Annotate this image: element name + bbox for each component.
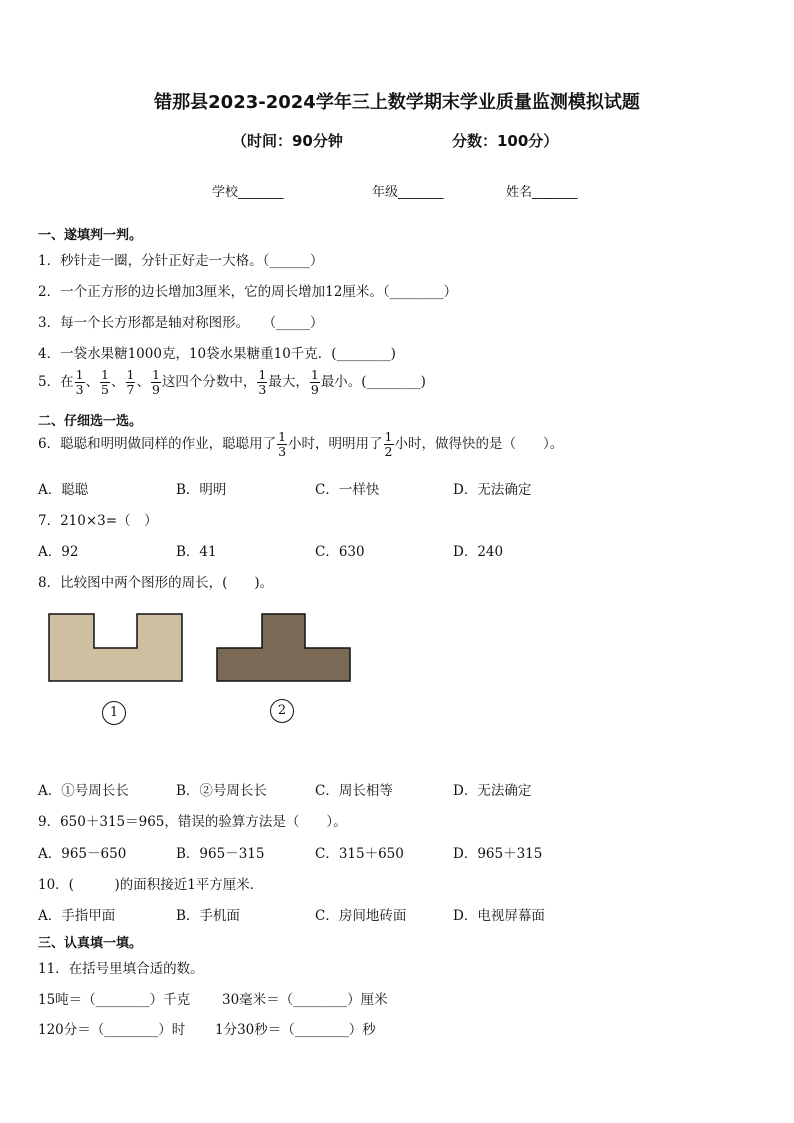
q11-blank-3: 120分＝（________）时 xyxy=(38,1022,186,1038)
shape-1-figure xyxy=(48,613,184,683)
fraction-1-3: $\frac{1}{3}$ xyxy=(75,367,84,397)
question-1: 1．秒针走一圈，分针正好走一大格。（______） xyxy=(38,253,324,269)
q9-option-a: A．965－650 xyxy=(38,846,127,862)
q10-option-d: D．电视屏幕面 xyxy=(453,908,545,924)
exam-time: （时间：90分钟 xyxy=(232,132,343,150)
fraction-1-5: $\frac{1}{5}$ xyxy=(101,367,109,397)
q11-blank-2: 30毫米＝（________）厘米 xyxy=(222,992,388,1008)
shape-1-label: 1 xyxy=(102,701,126,725)
q8-option-a: A．①号周长长 xyxy=(38,783,129,799)
q6-option-a: A．聪聪 xyxy=(38,482,89,498)
q6-option-c: C．一样快 xyxy=(315,482,380,498)
q10-option-b: B．手机面 xyxy=(176,908,240,924)
fraction-1-3-q6: $\frac{1}{3}$ xyxy=(278,429,287,459)
fraction-1-9: $\frac{1}{9}$ xyxy=(151,367,160,397)
q5-mid: 这四个分数中， xyxy=(161,374,257,390)
question-7: 7．210×3=（ ） xyxy=(38,513,158,529)
fraction-1-9-small: $\frac{1}{9}$ xyxy=(310,367,319,397)
q10-option-c: C．房间地砖面 xyxy=(315,908,407,924)
fraction-1-2-q6: $\frac{1}{2}$ xyxy=(384,429,393,459)
school-field: 学校_______ xyxy=(212,185,284,200)
fraction-1-3-big: $\frac{1}{3}$ xyxy=(258,367,267,397)
fraction-1-7: $\frac{1}{7}$ xyxy=(126,367,135,397)
question-6: 6．聪聪和明明做同样的作业，聪聪用了 $\frac{1}{3}$ 小时，明明用了 $\frac{1}{2}$ 小时，做得快的是（ ）。 xyxy=(38,429,564,459)
q5-prefix: 5．在 xyxy=(38,374,74,390)
q9-option-c: C．315＋650 xyxy=(315,846,404,862)
question-4: 4．一袋水果糖1000克，10袋水果糖重10千克．(________) xyxy=(38,346,396,362)
question-2: 2．一个正方形的边长增加3厘米，它的周长增加12厘米。（________） xyxy=(38,284,458,300)
question-11: 11．在括号里填合适的数。 xyxy=(38,961,204,977)
question-5: 5．在 $\frac{1}{3}$ 、 $\frac{1}{5}$ 、 $\frac{1}{7}$ 、 $\frac{1}{9}$ 这四个分数中， $\frac{1}{3}$ 最大， $\frac{1}{9}$ 最小。(________) xyxy=(38,367,426,397)
question-9: 9．650＋315＝965，错误的验算方法是（ ）。 xyxy=(38,814,347,830)
q9-option-d: D．965＋315 xyxy=(453,846,543,862)
shape-2-figure xyxy=(216,613,352,683)
question-3: 3．每一个长方形都是轴对称图形。 （_____） xyxy=(38,315,324,331)
section-3-heading: 三、认真填一填。 xyxy=(38,936,143,951)
q7-option-b: B．41 xyxy=(176,544,217,560)
grade-field: 年级_______ xyxy=(372,185,444,200)
q6-option-b: B．明明 xyxy=(176,482,227,498)
question-8: 8．比较图中两个图形的周长，( )。 xyxy=(38,575,274,591)
q7-option-a: A．92 xyxy=(38,544,79,560)
q6-option-d: D．无法确定 xyxy=(453,482,532,498)
q11-blank-4: 1分30秒＝（________）秒 xyxy=(215,1022,376,1038)
shape-2-label: 2 xyxy=(270,699,294,723)
q8-option-d: D．无法确定 xyxy=(453,783,532,799)
q8-option-c: C．周长相等 xyxy=(315,783,393,799)
q7-option-c: C．630 xyxy=(315,544,365,560)
q10-option-a: A．手指甲面 xyxy=(38,908,116,924)
name-field: 姓名_______ xyxy=(506,185,578,200)
q7-option-d: D．240 xyxy=(453,544,504,560)
question-10: 10．( )的面积接近1平方厘米． xyxy=(38,877,264,893)
q11-blank-1: 15吨＝（________）千克 xyxy=(38,992,191,1008)
section-2-heading: 二、仔细选一选。 xyxy=(38,414,143,429)
exam-score: 分数：100分） xyxy=(452,132,559,150)
q8-option-b: B．②号周长长 xyxy=(176,783,267,799)
page-title: 错那县2023-2024学年三上数学期末学业质量监测模拟试题 xyxy=(154,92,640,113)
q9-option-b: B．965－315 xyxy=(176,846,265,862)
section-1-heading: 一、遂填判一判。 xyxy=(38,228,143,243)
